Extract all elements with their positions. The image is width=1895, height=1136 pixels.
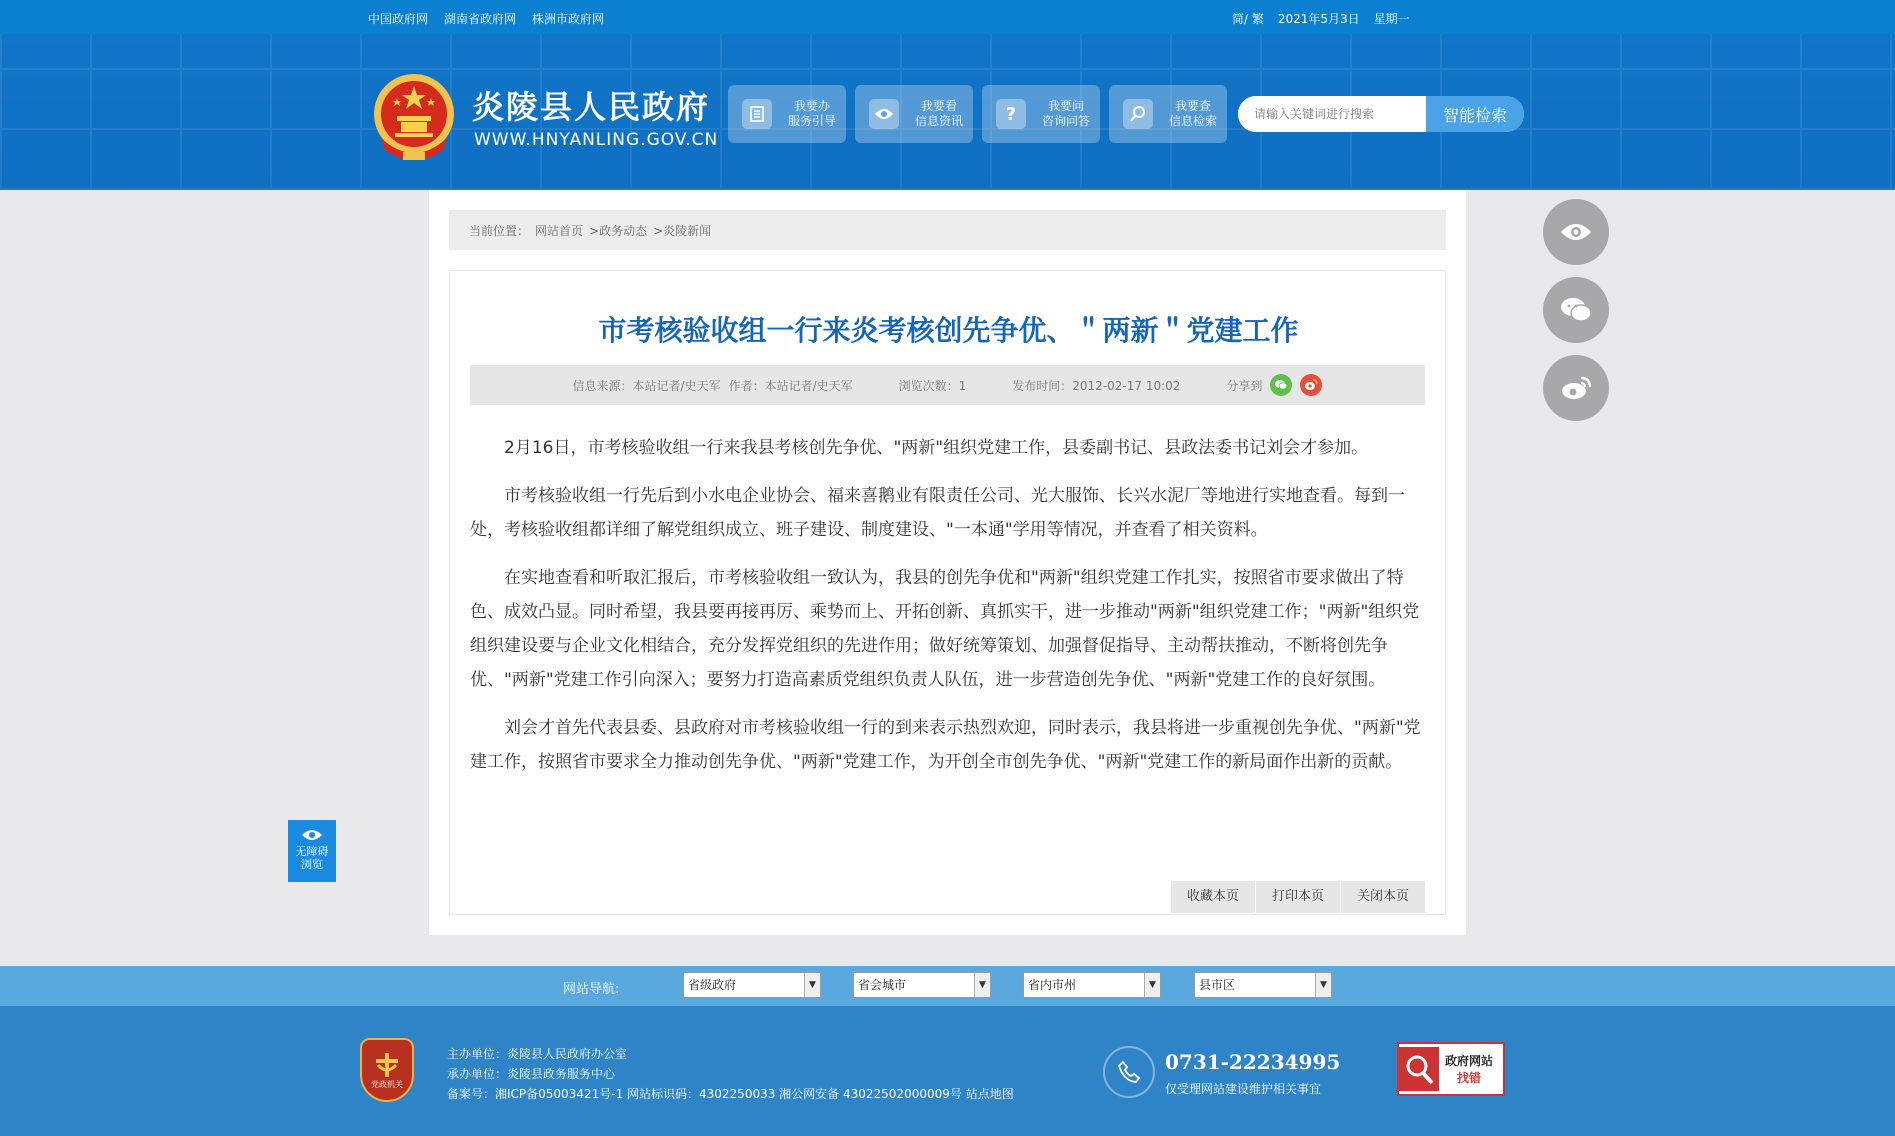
top-link-hunan[interactable]: 湖南省政府网	[444, 12, 517, 26]
accessibility-label: 浏览	[301, 858, 323, 871]
footer-host: 主办单位：炎陵县人民政府办公室	[447, 1047, 628, 1061]
article-title: 市考核验收组一行来炎考核创先争优、＂两新＂党建工作	[598, 314, 1299, 347]
quick-link-label: 我要办 服务引导	[788, 99, 837, 128]
search-button[interactable]: 智能检索	[1426, 96, 1524, 132]
magnifier-icon	[1399, 1047, 1439, 1091]
weibo-icon	[1560, 375, 1592, 401]
quick-link-search[interactable]	[1109, 85, 1227, 143]
breadcrumb-news[interactable]: >政务动态	[589, 223, 648, 238]
chevron-down-icon: ▼	[1144, 973, 1160, 997]
accessibility-button[interactable]	[288, 820, 336, 882]
breadcrumb-yanling-news[interactable]: >炎陵新闻	[653, 223, 712, 238]
float-weibo-button[interactable]	[1543, 355, 1609, 421]
search-bar	[1238, 96, 1524, 132]
footer-phone-note: 仅受理网站建设维护相关事宜	[1165, 1082, 1322, 1096]
eye-icon	[869, 99, 899, 129]
close-page-button[interactable]: 关闭本页	[1341, 881, 1425, 913]
chevron-down-icon: ▼	[804, 973, 820, 997]
current-weekday: 星期一	[1373, 12, 1410, 26]
quick-link-label: 我要问 咨询问答	[1042, 99, 1091, 128]
weibo-share-icon[interactable]	[1300, 374, 1322, 396]
eye-icon	[301, 828, 323, 842]
main-content	[429, 190, 1466, 935]
article-paragraph: 市考核验收组一行先后到小水电企业协会、福来喜鹅业有限责任公司、光大服饰、长兴水泥厂等地进行实地查看。每到一处，考核验收组都详细了解党组织成立、班子建设、制度建设、"一本通"学用等情况，并查看了相关资料。	[470, 486, 1405, 540]
select-value: 省会城市	[858, 978, 907, 992]
current-date: 2021年5月3日	[1277, 12, 1360, 26]
header	[0, 34, 1895, 190]
print-button[interactable]: 打印本页	[1256, 881, 1340, 913]
quick-link-info[interactable]	[855, 85, 973, 143]
select-provincial-gov[interactable]	[683, 972, 821, 998]
article-meta	[470, 365, 1425, 405]
national-emblem-icon	[367, 68, 461, 168]
party-gov-emblem-icon	[372, 1051, 402, 1079]
select-cities[interactable]	[1023, 972, 1161, 998]
meta-author: 作者：本站记者/史天军	[728, 378, 853, 393]
party-gov-badge[interactable]	[360, 1038, 414, 1102]
meta-views: 浏览次数：1	[898, 378, 967, 393]
lang-toggle[interactable]: 简/ 繁	[1232, 12, 1264, 26]
question-icon: ?	[996, 99, 1026, 129]
chevron-down-icon: ▼	[1315, 973, 1331, 997]
search-input[interactable]	[1238, 96, 1426, 132]
meta-source: 信息来源：本站记者/史天军	[572, 378, 721, 393]
select-provincial-capitals[interactable]	[853, 972, 991, 998]
select-counties[interactable]	[1194, 972, 1332, 998]
breadcrumb-home[interactable]: 网站首页	[535, 223, 584, 238]
eye-icon	[1560, 222, 1592, 242]
top-link-zhuzhou[interactable]: 株洲市政府网	[532, 12, 605, 26]
site-domain: WWW.HNYANLING.GOV.CN	[474, 130, 719, 150]
article	[449, 270, 1446, 915]
site-title[interactable]: 炎陵县人民政府	[472, 88, 711, 126]
top-right	[1232, 10, 1410, 27]
document-icon	[742, 99, 772, 129]
top-link-gov[interactable]: 中国政府网	[368, 12, 429, 26]
breadcrumb-label: 当前位置：	[469, 223, 530, 238]
article-paragraph: 2月16日，市考核验收组一行来我县考核创先争优、"两新"组织党建工作，县委副书记、县政法委书记刘会才参加。	[504, 438, 1369, 458]
meta-published: 发布时间：2012-02-17 10:02	[1012, 378, 1181, 393]
article-actions	[1171, 881, 1425, 913]
find-error-label: 政府网站	[1445, 1054, 1494, 1068]
footer	[0, 1006, 1895, 1136]
chevron-down-icon: ▼	[974, 973, 990, 997]
footer-phone: 0731-22234995	[1165, 1050, 1341, 1074]
find-error-button[interactable]	[1397, 1042, 1505, 1096]
float-wechat-button[interactable]	[1543, 277, 1609, 343]
footer-organizer: 承办单位：炎陵县政务服务中心	[447, 1067, 616, 1081]
find-error-label: 找错	[1457, 1071, 1482, 1085]
float-view-button[interactable]	[1543, 199, 1609, 265]
bookmark-button[interactable]: 收藏本页	[1171, 881, 1255, 913]
article-body	[470, 431, 1425, 793]
badge-label: 党政机关	[371, 1079, 403, 1089]
footer-nav	[0, 966, 1895, 1006]
footer-nav-label: 网站导航:	[563, 982, 620, 997]
footer-record[interactable]: 备案号：湘ICP备05003421号-1 网站标识码：4302250033 湘公网安备 43022502000009号 站点地图	[447, 1087, 1014, 1101]
wechat-icon	[1560, 297, 1592, 323]
quick-link-service[interactable]	[728, 85, 846, 143]
top-bar	[0, 0, 1895, 34]
wechat-share-icon[interactable]	[1270, 374, 1292, 396]
breadcrumb	[449, 210, 1446, 250]
quick-link-ask[interactable]	[982, 85, 1100, 143]
quick-link-label: 我要看 信息资讯	[915, 99, 964, 128]
article-paragraph: 刘会才首先代表县委、县政府对市考核验收组一行的到来表示热烈欢迎，同时表示，我县将进一步重视创先争优、"两新"党建工作，按照省市要求全力推动创先争优、"两新"党建工作，为开创全市创先争优、"两新"党建工作的新局面作出新的贡献。	[470, 718, 1421, 772]
top-links	[368, 10, 604, 27]
select-value: 县市区	[1199, 978, 1236, 992]
accessibility-label: 无障碍	[295, 845, 329, 858]
select-value: 省级政府	[688, 978, 737, 992]
meta-share-label: 分享到	[1226, 378, 1263, 393]
phone-icon	[1103, 1046, 1155, 1098]
article-paragraph: 在实地查看和听取汇报后，市考核验收组一致认为，我县的创先争优和"两新"组织党建工作扎实，按照省市要求做出了特色、成效凸显。同时希望，我县要再接再厉、乘势而上、开拓创新、真抓实干，进一步推动"两新"组织党建工作；"两新"组织党组织建设要与企业文化相结合，充分发挥党组织的先进作用；做好统筹策划、加强督促指导、主动帮扶推动，不断将创先争优、"两新"党建工作引向深入；要努力打造高素质党组织负责人队伍，进一步营造创先争优、"两新"党建工作的良好氛围。	[470, 568, 1420, 690]
search-icon	[1123, 99, 1153, 129]
footer-info	[447, 1044, 1014, 1104]
quick-link-label: 我要查 信息检索	[1169, 99, 1218, 128]
select-value: 省内市州	[1028, 978, 1077, 992]
